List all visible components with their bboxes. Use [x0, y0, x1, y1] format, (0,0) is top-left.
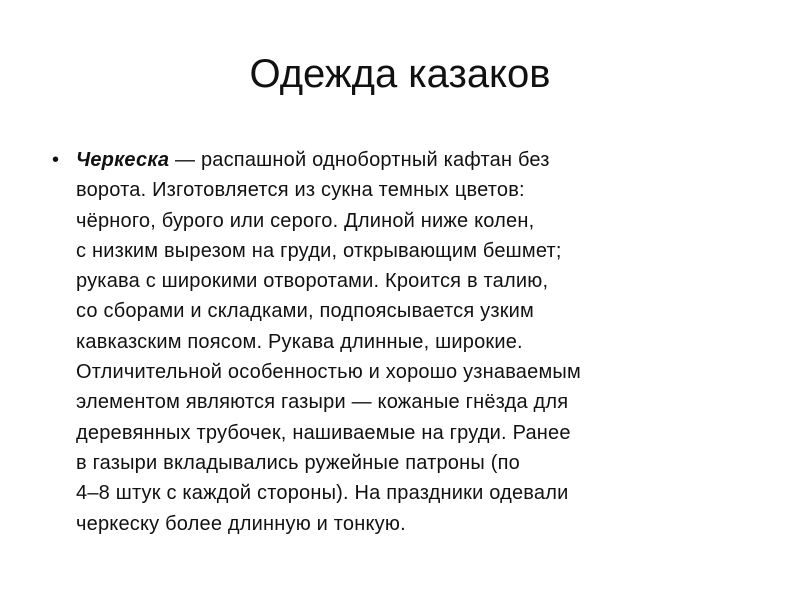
- term-highlight: Черкеска: [76, 149, 170, 171]
- text-line: кавказским поясом. Рукава длинные, широкие.: [76, 330, 523, 353]
- text-line: элементом являются газыри — кожаные гнёзда для: [76, 391, 569, 414]
- text-line: в газыри вкладывались ружейные патроны (по: [76, 451, 520, 474]
- text-line: ворота. Изготовляется из сукна темных цветов:: [76, 179, 525, 202]
- text-line: чёрного, бурого или серого. Длиной ниже колен,: [76, 209, 535, 232]
- text-line-rest: — распашной однобортный кафтан без: [169, 149, 550, 171]
- body-list: [52, 145, 757, 539]
- text-line: со сборами и складками, подпоясывается узким: [76, 300, 535, 323]
- bullet-icon: •: [52, 149, 60, 171]
- text-line: с низким вырезом на груди, открывающим бешмет;: [76, 239, 562, 262]
- text-line: 4–8 штук с каждой стороны). На праздники одевали: [76, 482, 569, 505]
- text-line: деревянных трубочек, нашиваемые на груди. Ранее: [76, 421, 571, 444]
- text-line: черкеску более длинную и тонкую.: [76, 512, 406, 535]
- text-line: рукава с широкими отворотами. Кроится в талию,: [76, 270, 549, 293]
- list-item: [52, 145, 757, 539]
- paragraph: [76, 145, 757, 539]
- text-line: Отличительной особенностью и хорошо узнаваемым: [76, 361, 581, 384]
- slide-title: Одежда казаков: [249, 52, 551, 96]
- text-line: [76, 145, 757, 175]
